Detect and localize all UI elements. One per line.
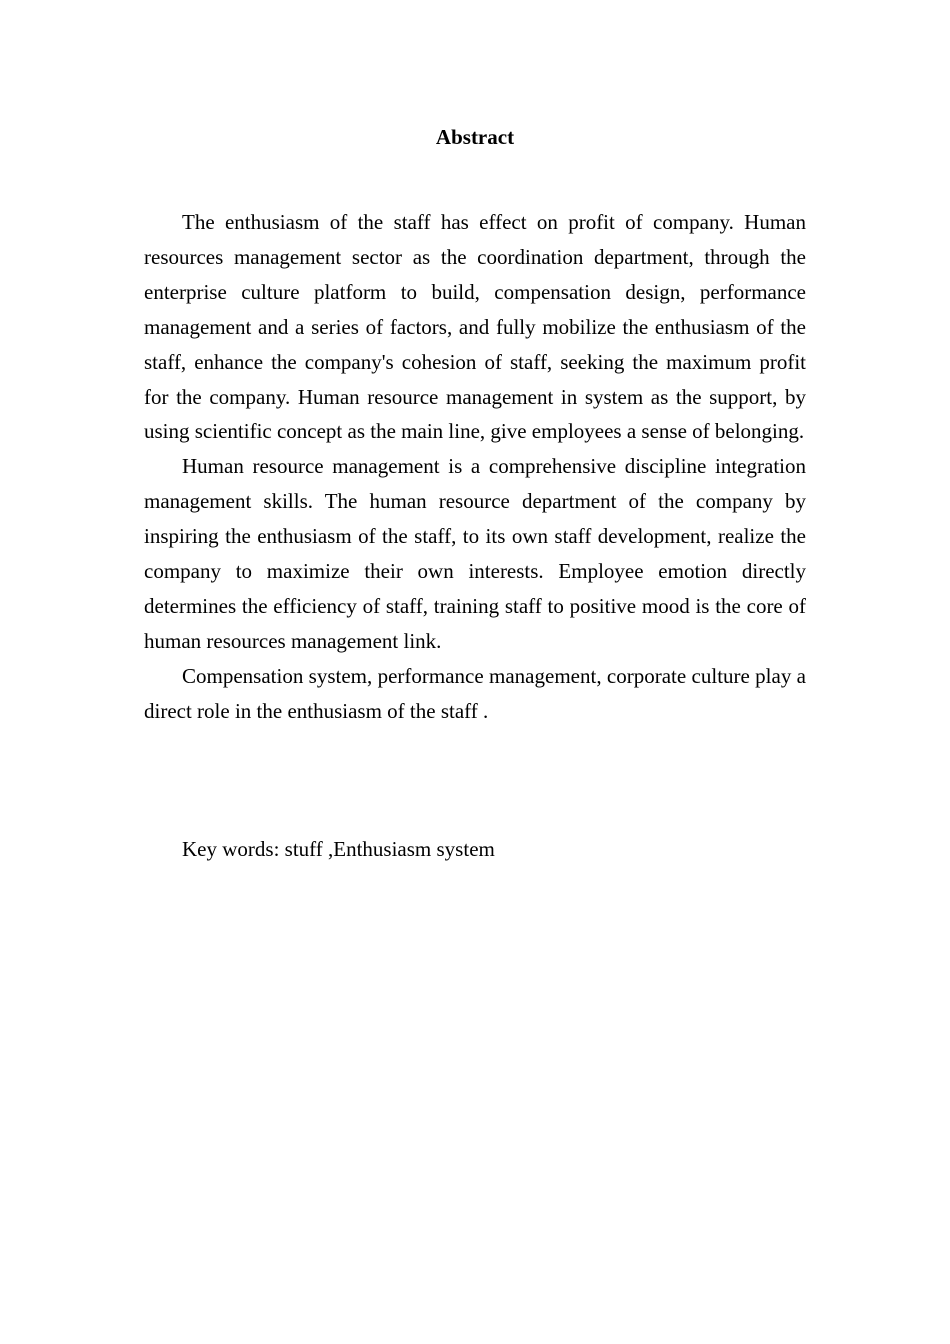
abstract-paragraph-3: Compensation system, performance management, corporate culture play a direct role in the enthusiasm of the staff . [144, 663, 806, 723]
abstract-paragraph-1: The enthusiasm of the staff has effect on profit of company. Human resources management sector as the coordination department, through the enterprise culture platform to build, compensation design, performance management and a series of factors, and fully mobilize the enthusiasm of the staff, enhance the company's cohesion of staff, seeking the maximum profit for the company. Human resource management in system as the support, by using scientific concept as the main line, give employees a sense of belonging. [144, 210, 806, 444]
keywords-line: Key words: stuff ,Enthusiasm system [182, 837, 495, 861]
abstract-body [144, 205, 806, 729]
abstract-paragraph-2: Human resource management is a comprehensive discipline integration management skills. The human resource department of the company by inspiring the enthusiasm of the staff, to its own staff development, realize the company to maximize their own interests. Employee emotion directly determines the efficiency of staff, training staff to positive mood is the core of human resources management link. [144, 454, 806, 653]
page-title: Abstract [435, 125, 515, 149]
